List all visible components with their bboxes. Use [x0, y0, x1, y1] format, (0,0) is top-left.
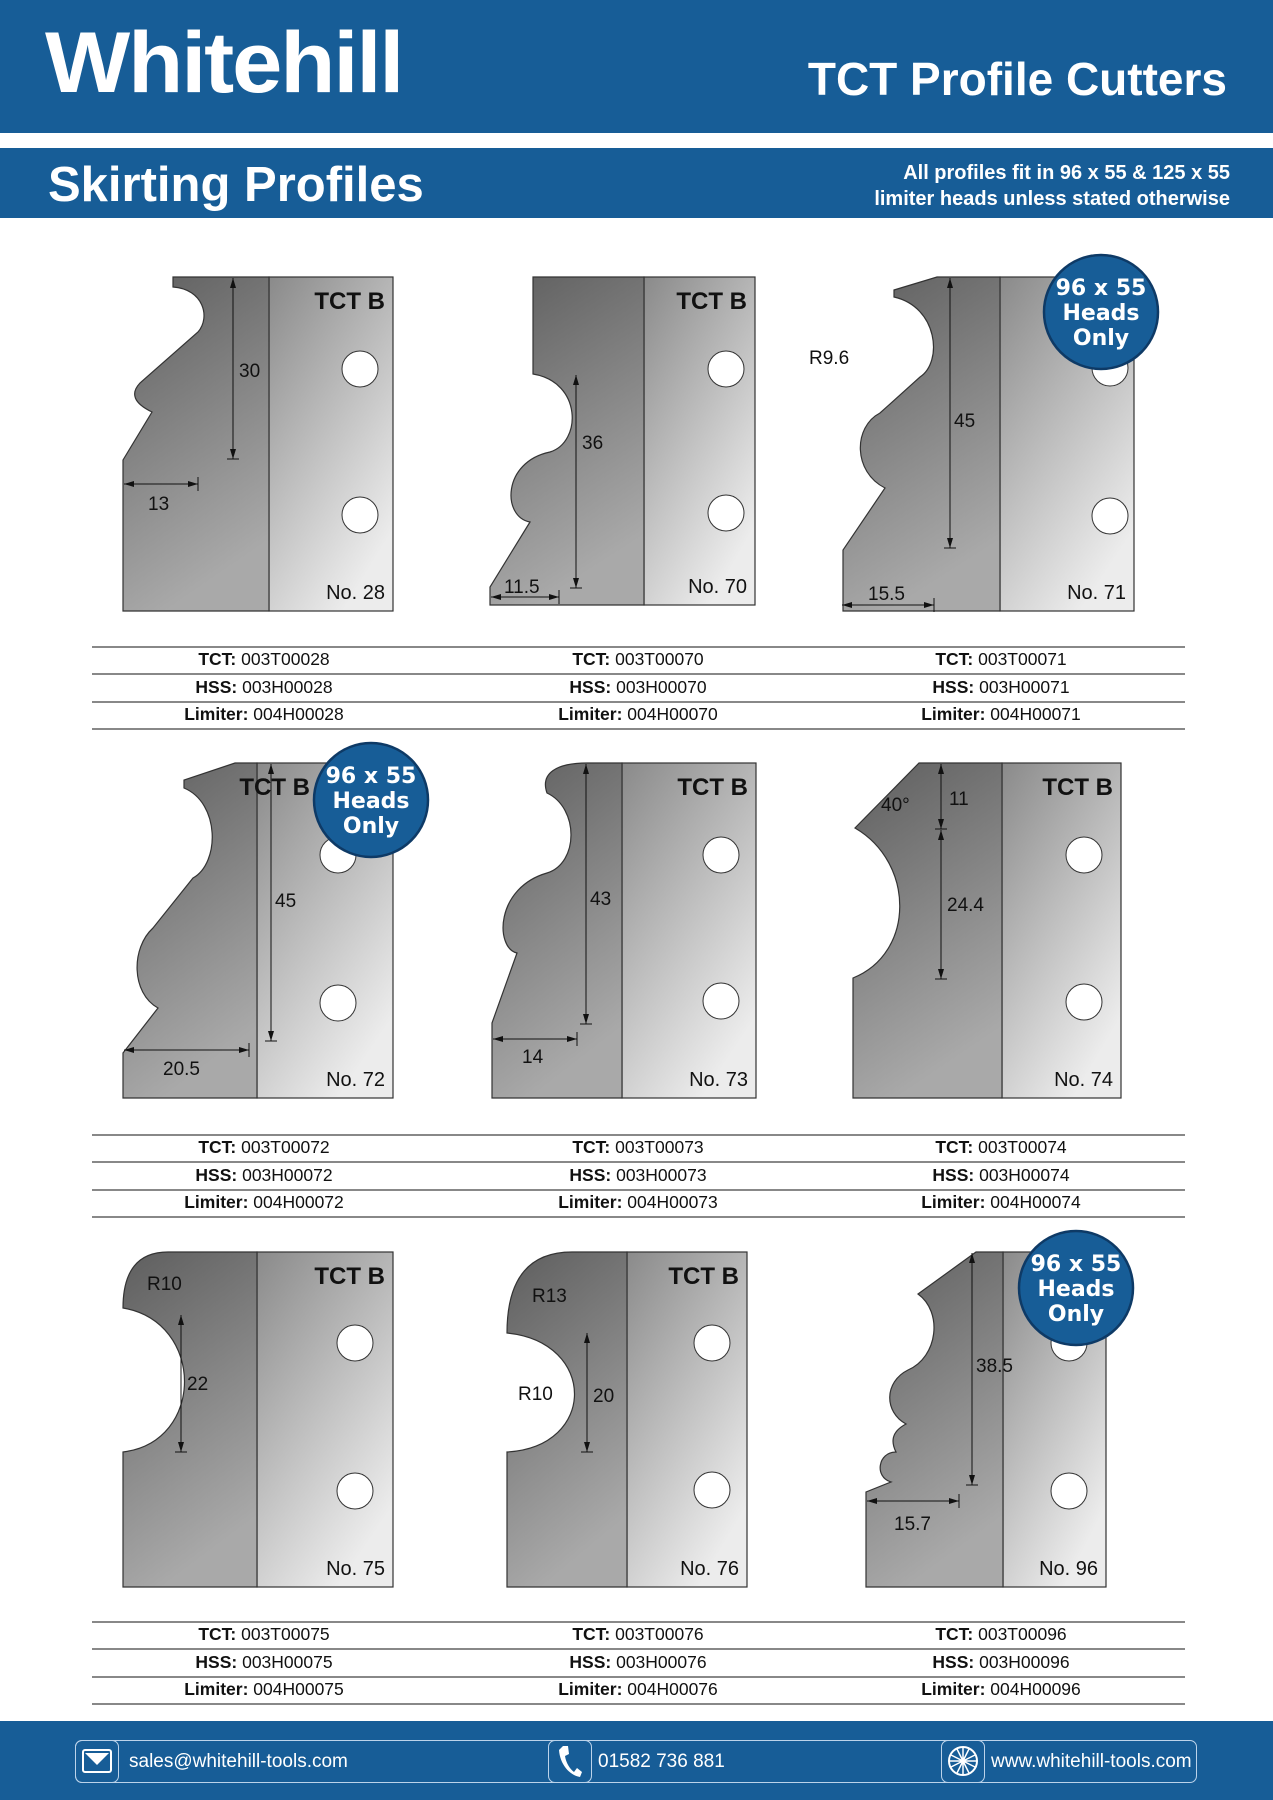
badge-text: 96 x 55: [325, 764, 417, 789]
dimension-label: 30: [239, 361, 261, 382]
badge-text: Only: [1047, 1302, 1105, 1327]
code-table: [92, 646, 1185, 729]
code-label: Limiter:: [921, 1679, 991, 1699]
cutter-number: No. 76: [680, 1558, 739, 1580]
code-value: 003H00070: [616, 676, 707, 697]
grade-label: TCT B: [314, 1263, 385, 1290]
header-banner: [0, 0, 1273, 133]
code-row-tct: [89, 1621, 439, 1648]
bolt-hole: [1092, 498, 1128, 534]
dimension-label: 13: [148, 494, 170, 515]
badge-text: Only: [342, 814, 400, 839]
code-row-limiter: [89, 1676, 439, 1703]
cutter-body: [257, 1252, 393, 1587]
bolt-hole: [1066, 984, 1102, 1020]
fit-note-line1: All profiles fit in 96 x 55 & 125 x 55: [903, 162, 1230, 184]
grade-label: TCT B: [677, 774, 748, 801]
badge-text: 96 x 55: [1030, 1252, 1122, 1277]
cutter-number: No. 71: [1067, 582, 1126, 604]
cutter-profile: [866, 1252, 1003, 1587]
bolt-hole: [1051, 1473, 1087, 1509]
bolt-hole: [703, 983, 739, 1019]
footer: [0, 1721, 1273, 1800]
email-link[interactable]: sales@whitehill-tools.com: [129, 1751, 348, 1772]
code-label: HSS:: [932, 1651, 980, 1672]
code-value: 003H00071: [979, 676, 1070, 697]
code-row-limiter: [826, 1189, 1176, 1216]
code-label: TCT:: [198, 1624, 242, 1644]
dimension-label: 11: [949, 789, 969, 810]
code-value: 004H00028: [253, 704, 344, 724]
radius-label: R10: [147, 1274, 182, 1295]
code-label: Limiter:: [558, 704, 628, 724]
radius-label: 40°: [881, 795, 910, 816]
code-row-hss: [826, 674, 1176, 701]
website-link[interactable]: www.whitehill-tools.com: [991, 1751, 1192, 1772]
code-label: Limiter:: [184, 704, 254, 724]
table-divider: [92, 1703, 1185, 1705]
code-row-tct: [89, 646, 439, 673]
cutter-body: [644, 277, 755, 605]
code-row-hss: [89, 674, 439, 701]
code-row-limiter: [826, 701, 1176, 728]
code-value: 003H00028: [242, 676, 333, 697]
phone-number[interactable]: 01582 736 881: [598, 1751, 725, 1772]
code-label: TCT:: [572, 1137, 616, 1157]
dimension-label: 22: [187, 1374, 209, 1395]
fit-note: [874, 160, 1230, 212]
code-value: 003T00028: [241, 649, 330, 669]
cutter-profile: [123, 1252, 257, 1587]
dimension-label: 15.7: [894, 1514, 931, 1535]
code-value: 004H00096: [990, 1679, 1081, 1699]
cutter-body: [1002, 763, 1121, 1098]
code-row-tct: [826, 646, 1176, 673]
code-label: HSS:: [569, 1651, 617, 1672]
cutter-profile: [123, 277, 269, 611]
grade-label: TCT B: [668, 1263, 739, 1290]
bolt-hole: [342, 351, 378, 387]
cutter-71: [801, 275, 1154, 629]
cutter-75: [83, 1250, 413, 1605]
radius-label: R13: [532, 1286, 567, 1307]
code-row-hss: [89, 1162, 439, 1189]
code-value: 003T00076: [615, 1624, 704, 1644]
grade-label: TCT B: [314, 288, 385, 315]
code-label: TCT:: [198, 649, 242, 669]
cutter-96: [826, 1250, 1126, 1605]
code-value: 004H00071: [990, 704, 1081, 724]
code-row-hss: [463, 674, 813, 701]
code-label: Limiter:: [558, 1192, 628, 1212]
bolt-hole: [337, 1473, 373, 1509]
code-row-hss: [463, 1162, 813, 1189]
code-label: HSS:: [932, 676, 980, 697]
cutter-body: [627, 1252, 747, 1587]
fit-note-line2: limiter heads unless stated otherwise: [874, 188, 1230, 210]
cutter-72: [83, 761, 417, 1116]
code-value: 003T00071: [978, 649, 1067, 669]
cutter-70: [450, 275, 775, 623]
code-row-tct: [826, 1134, 1176, 1161]
code-value: 004H00074: [990, 1192, 1081, 1212]
code-row-tct: [463, 646, 813, 673]
bolt-hole: [320, 985, 356, 1021]
cutter-number: No. 73: [689, 1069, 748, 1091]
cutter-number: No. 72: [326, 1069, 385, 1091]
cutter-74: [813, 761, 1141, 1116]
email-icon: [75, 1740, 119, 1783]
code-value: 003H00075: [242, 1651, 333, 1672]
dimension-label: 45: [275, 891, 297, 912]
cutter-profile: [492, 763, 622, 1098]
code-value: 004H00073: [627, 1192, 718, 1212]
code-value: 003T00070: [615, 649, 704, 669]
dimension-label: 20.5: [163, 1059, 200, 1080]
code-label: HSS:: [932, 1164, 980, 1185]
code-label: HSS:: [569, 676, 617, 697]
code-row-hss: [826, 1162, 1176, 1189]
code-label: Limiter:: [184, 1679, 254, 1699]
dimension-label: 14: [522, 1047, 544, 1068]
cutter-28: [83, 275, 413, 629]
code-row-limiter: [463, 1189, 813, 1216]
code-row-tct: [826, 1621, 1176, 1648]
code-row-hss: [89, 1649, 439, 1676]
code-row-tct: [463, 1621, 813, 1648]
page-title: TCT Profile Cutters: [807, 53, 1227, 105]
code-label: TCT:: [198, 1137, 242, 1157]
section-title: Skirting Profiles: [48, 158, 424, 212]
dimension-label: 36: [582, 433, 604, 454]
code-value: 003T00073: [615, 1137, 704, 1157]
code-table: [92, 1134, 1185, 1217]
code-value: 004H00075: [253, 1679, 344, 1699]
section-banner: [0, 148, 1273, 218]
cutter-body: [269, 277, 393, 611]
cutter-number: No. 28: [326, 582, 385, 604]
cutter-number: No. 74: [1054, 1069, 1113, 1091]
code-label: Limiter:: [184, 1192, 254, 1212]
badge-text: 96 x 55: [1055, 276, 1147, 301]
cutter-profile: [843, 277, 1000, 611]
dimension-label: 38.5: [976, 1356, 1013, 1377]
cutter-profile: [507, 1252, 627, 1587]
code-value: 004H00070: [627, 704, 718, 724]
code-row-hss: [463, 1649, 813, 1676]
code-label: TCT:: [572, 1624, 616, 1644]
code-label: Limiter:: [921, 704, 991, 724]
cutter-profile: [123, 763, 257, 1098]
cutter-body: [622, 763, 756, 1098]
code-label: TCT:: [572, 649, 616, 669]
code-value: 003T00072: [241, 1137, 330, 1157]
code-value: 004H00076: [627, 1679, 718, 1699]
code-label: Limiter:: [921, 1192, 991, 1212]
code-value: 003T00075: [241, 1624, 330, 1644]
dimension-label: 11.5: [504, 577, 540, 598]
dimension-label: 24.4: [947, 895, 984, 916]
table-divider: [92, 1216, 1185, 1218]
dimension-label: 45: [954, 411, 976, 432]
cutter-number: No. 75: [326, 1558, 385, 1580]
code-value: 003H00073: [616, 1164, 707, 1185]
radius-label: R9.6: [809, 348, 850, 369]
bolt-hole: [337, 1325, 373, 1361]
grade-label: TCT B: [1042, 774, 1113, 801]
bolt-hole: [708, 351, 744, 387]
code-value: 003H00072: [242, 1164, 333, 1185]
bolt-hole: [694, 1472, 730, 1508]
bolt-hole: [708, 495, 744, 531]
table-divider: [92, 728, 1185, 730]
code-row-limiter: [826, 1676, 1176, 1703]
code-value: 003H00076: [616, 1651, 707, 1672]
bolt-hole: [342, 497, 378, 533]
code-value: 003H00096: [979, 1651, 1070, 1672]
cutter-73: [452, 761, 776, 1116]
dimension-label: 15.5: [868, 584, 905, 605]
code-value: 004H00072: [253, 1192, 344, 1212]
code-row-tct: [89, 1134, 439, 1161]
phone-icon: [548, 1740, 592, 1783]
code-label: TCT:: [935, 1624, 979, 1644]
code-value: 003T00074: [978, 1137, 1067, 1157]
code-row-tct: [463, 1134, 813, 1161]
code-label: HSS:: [195, 1651, 243, 1672]
contact-bar: [75, 1740, 1197, 1783]
globe-icon: [941, 1740, 985, 1783]
code-table: [92, 1621, 1185, 1704]
dimension-label: 20: [593, 1386, 615, 1407]
dimension-label: 43: [590, 889, 612, 910]
badge-text: Heads: [1062, 301, 1140, 326]
cutter-profile: [490, 277, 644, 605]
grade-label: TCT B: [239, 774, 310, 801]
radius-label: R10: [518, 1384, 553, 1405]
cutter-number: No. 70: [688, 576, 747, 598]
code-label: Limiter:: [558, 1679, 628, 1699]
badge-text: Heads: [1037, 1277, 1115, 1302]
bolt-hole: [1066, 837, 1102, 873]
code-row-hss: [826, 1649, 1176, 1676]
code-label: HSS:: [195, 1164, 243, 1185]
code-label: TCT:: [935, 649, 979, 669]
code-label: HSS:: [195, 676, 243, 697]
bolt-hole: [703, 837, 739, 873]
code-row-limiter: [463, 1676, 813, 1703]
code-value: 003T00096: [978, 1624, 1067, 1644]
bolt-hole: [694, 1325, 730, 1361]
code-row-limiter: [463, 701, 813, 728]
badge-text: Heads: [332, 789, 410, 814]
code-label: HSS:: [569, 1164, 617, 1185]
cutter-number: No. 96: [1039, 1558, 1098, 1580]
code-row-limiter: [89, 701, 439, 728]
cutter-76: [467, 1250, 767, 1605]
code-row-limiter: [89, 1189, 439, 1216]
badge-text: Only: [1072, 326, 1130, 351]
whitehill-logo: Whitehill: [45, 15, 403, 111]
code-value: 003H00074: [979, 1164, 1070, 1185]
code-label: TCT:: [935, 1137, 979, 1157]
cutter-profile: [853, 763, 1002, 1098]
grade-label: TCT B: [676, 288, 747, 315]
